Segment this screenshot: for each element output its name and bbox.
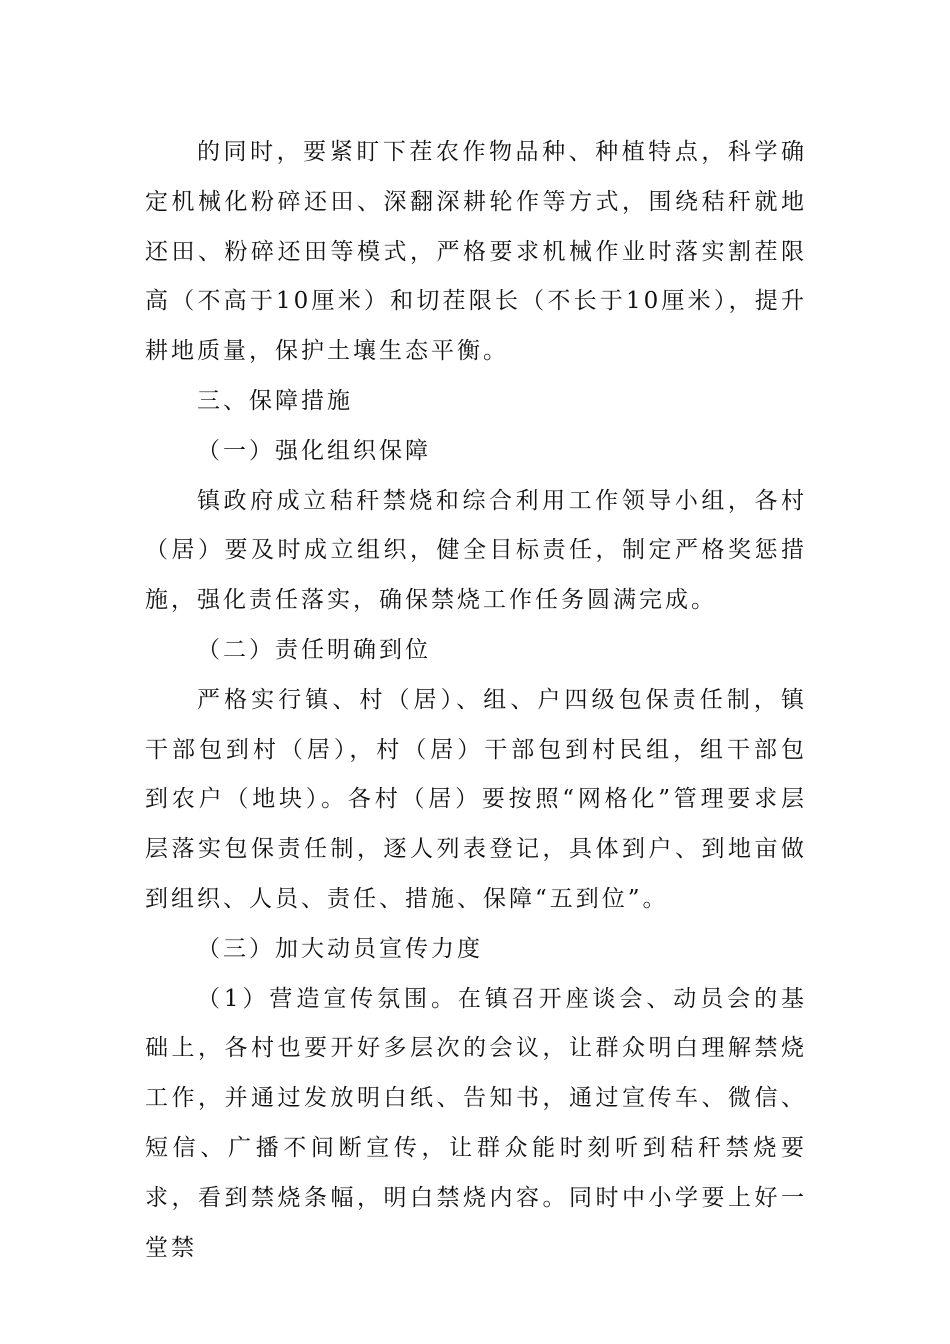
section-heading-safeguards: 三、保障措施 [197,387,353,414]
paragraph-straw-return: 的同时，要紧盯下茬农作物品种、种植特点，科学确定机械化粉碎还田、深翻深耕轮作等方式，围绕秸秆就地还田、粉碎还田等模式，严格要求机械作业时落实割茬限高（不高于10厘米）和切茬限长（不长于10厘米），提升耕地质量，保护土壤生态平衡。 [145,139,807,365]
paragraph-publicity: （1）营造宣传氛围。在镇召开座谈会、动员会的基础上，各村也要开好多层次的会议，让群众明白理解禁烧工作，并通过发放明白纸、告知书，通过宣传车、微信、短信、广播不间断宣传，让群众能时刻听到秸秆禁烧要求，看到禁烧条幅，明白禁烧内容。同时中小学要上好一堂禁 [145,985,807,1261]
document-body [145,128,807,1273]
subheading-organization: （一）强化组织保障 [197,437,431,464]
subheading-responsibility: （二）责任明确到位 [197,636,431,663]
subheading-publicity: （三）加大动员宣传力度 [197,935,483,962]
paragraph-responsibility: 严格实行镇、村（居）、组、户四级包保责任制，镇干部包到村（居），村（居）干部包到村民组，组干部包到农户（地块）。各村（居）要按照“网格化”管理要求层层落实包保责任制，逐人列表登记，具体到户、到地亩做到组织、人员、责任、措施、保障“五到位”。 [145,686,807,912]
paragraph-organization: 镇政府成立秸秆禁烧和综合利用工作领导小组，各村（居）要及时成立组织，健全目标责任，制定严格奖惩措施，强化责任落实，确保禁烧工作任务圆满完成。 [145,487,807,614]
